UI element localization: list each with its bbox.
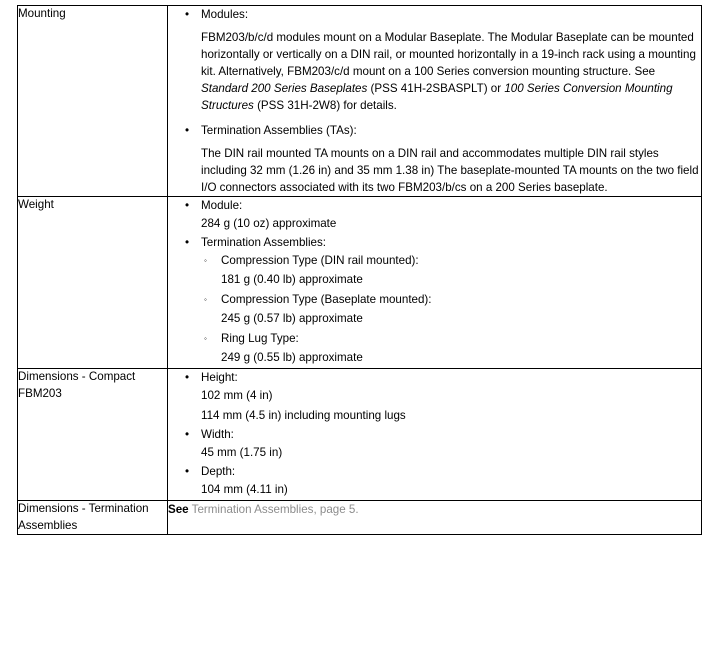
row-label-weight: Weight	[18, 198, 54, 211]
bullet-list	[168, 6, 701, 196]
bullet-marker-icon: •	[185, 236, 190, 249]
row-label-cell	[18, 501, 168, 535]
paragraph-part: (PSS 41H-2SBASPLT) or	[367, 82, 505, 95]
list-item	[168, 6, 701, 114]
document-title-italic: 100 Series Conversion Mounting Structures	[201, 82, 673, 112]
bullet-list	[168, 369, 701, 500]
table-row-dimensions-compact	[18, 369, 702, 501]
sub-list-item	[201, 251, 701, 290]
row-content-cell	[168, 6, 702, 197]
bullet-label: Height:	[201, 371, 238, 384]
row-label-dimensions-compact: Dimensions - Compact FBM203	[18, 370, 136, 400]
bullet-label: Module:	[201, 199, 243, 212]
sub-list-item	[201, 329, 701, 368]
list-item	[168, 197, 701, 234]
row-label-cell	[18, 197, 168, 369]
cross-reference-period: .	[355, 503, 359, 516]
value-text: 284 g (10 oz) approximate	[201, 217, 337, 230]
sub-bullet-marker-icon: ◦	[204, 256, 207, 265]
row-label-dimensions-termination: Dimensions - Termination Assemblies	[18, 502, 149, 532]
table-row-mounting	[18, 6, 702, 197]
bullet-marker-icon: •	[185, 371, 190, 384]
bullet-marker-icon: •	[185, 8, 190, 21]
row-content-cell	[168, 501, 702, 535]
bullet-marker-icon: •	[185, 124, 190, 137]
sub-list-item	[201, 290, 701, 329]
value-text: 45 mm (1.75 in)	[201, 446, 283, 459]
bullet-marker-icon: •	[185, 428, 190, 441]
cross-reference-link[interactable]: Termination Assemblies, page 5	[191, 503, 356, 516]
list-item	[168, 234, 701, 368]
paragraph-modules	[201, 29, 701, 114]
row-label-cell	[18, 369, 168, 501]
list-item	[168, 463, 701, 500]
list-item	[168, 122, 701, 196]
row-content-cell	[168, 369, 702, 501]
bullet-marker-icon: •	[185, 465, 190, 478]
sub-bullet-label: Ring Lug Type:	[221, 332, 299, 345]
sub-bullet-list	[201, 251, 701, 368]
value-text: 245 g (0.57 lb) approximate	[221, 312, 363, 325]
bullet-list	[168, 197, 701, 368]
row-label-cell	[18, 6, 168, 197]
value-text: 249 g (0.55 lb) approximate	[221, 351, 363, 364]
bullet-label: Width:	[201, 428, 234, 441]
bullet-label: Termination Assemblies:	[201, 236, 327, 249]
paragraph-termination-assemblies: The DIN rail mounted TA mounts on a DIN rail and accommodates multiple DIN rail styles including 32 mm (1.26 in) and 35 mm 1.38 in) The baseplate-mounted TA mounts on the two field I/O connectors associated with its two FBM203/b/cs on a 200 Series baseplate.	[201, 147, 699, 194]
list-item	[168, 426, 701, 463]
bullet-label: Modules:	[201, 8, 249, 21]
paragraph-part: (PSS 31H-2W8) for details.	[253, 99, 397, 112]
table-row-dimensions-termination	[18, 501, 702, 535]
list-item	[168, 369, 701, 426]
bullet-label: Termination Assemblies (TAs):	[201, 124, 357, 137]
sub-bullet-marker-icon: ◦	[204, 295, 207, 304]
value-text: 114 mm (4.5 in) including mounting lugs	[201, 409, 406, 422]
sub-bullet-label: Compression Type (DIN rail mounted):	[221, 254, 419, 267]
row-content-cell	[168, 197, 702, 369]
value-text: 102 mm (4 in)	[201, 389, 273, 402]
document-title-italic: Standard 200 Series Baseplates	[201, 82, 368, 95]
bullet-marker-icon: •	[185, 199, 190, 212]
paragraph-part: FBM203/b/c/d modules mount on a Modular Baseplate. The Modular Baseplate can be mounted horizontally or vertically on a DIN rail, or mounted horizontally in a 19-inch rack using a mounting kit. Alternatively, FBM203/c/d mount on a 100 Series conversion mounting structure. See	[201, 31, 696, 78]
bullet-label: Depth:	[201, 465, 236, 478]
cross-reference	[168, 501, 701, 518]
table-row-weight	[18, 197, 702, 369]
sub-bullet-marker-icon: ◦	[204, 334, 207, 343]
value-text: 181 g (0.40 lb) approximate	[221, 273, 363, 286]
value-text: 104 mm (4.11 in)	[201, 483, 288, 496]
sub-bullet-label: Compression Type (Baseplate mounted):	[221, 293, 432, 306]
specifications-table	[17, 5, 702, 535]
see-word: See	[168, 503, 189, 516]
row-label-mounting: Mounting	[18, 7, 66, 20]
